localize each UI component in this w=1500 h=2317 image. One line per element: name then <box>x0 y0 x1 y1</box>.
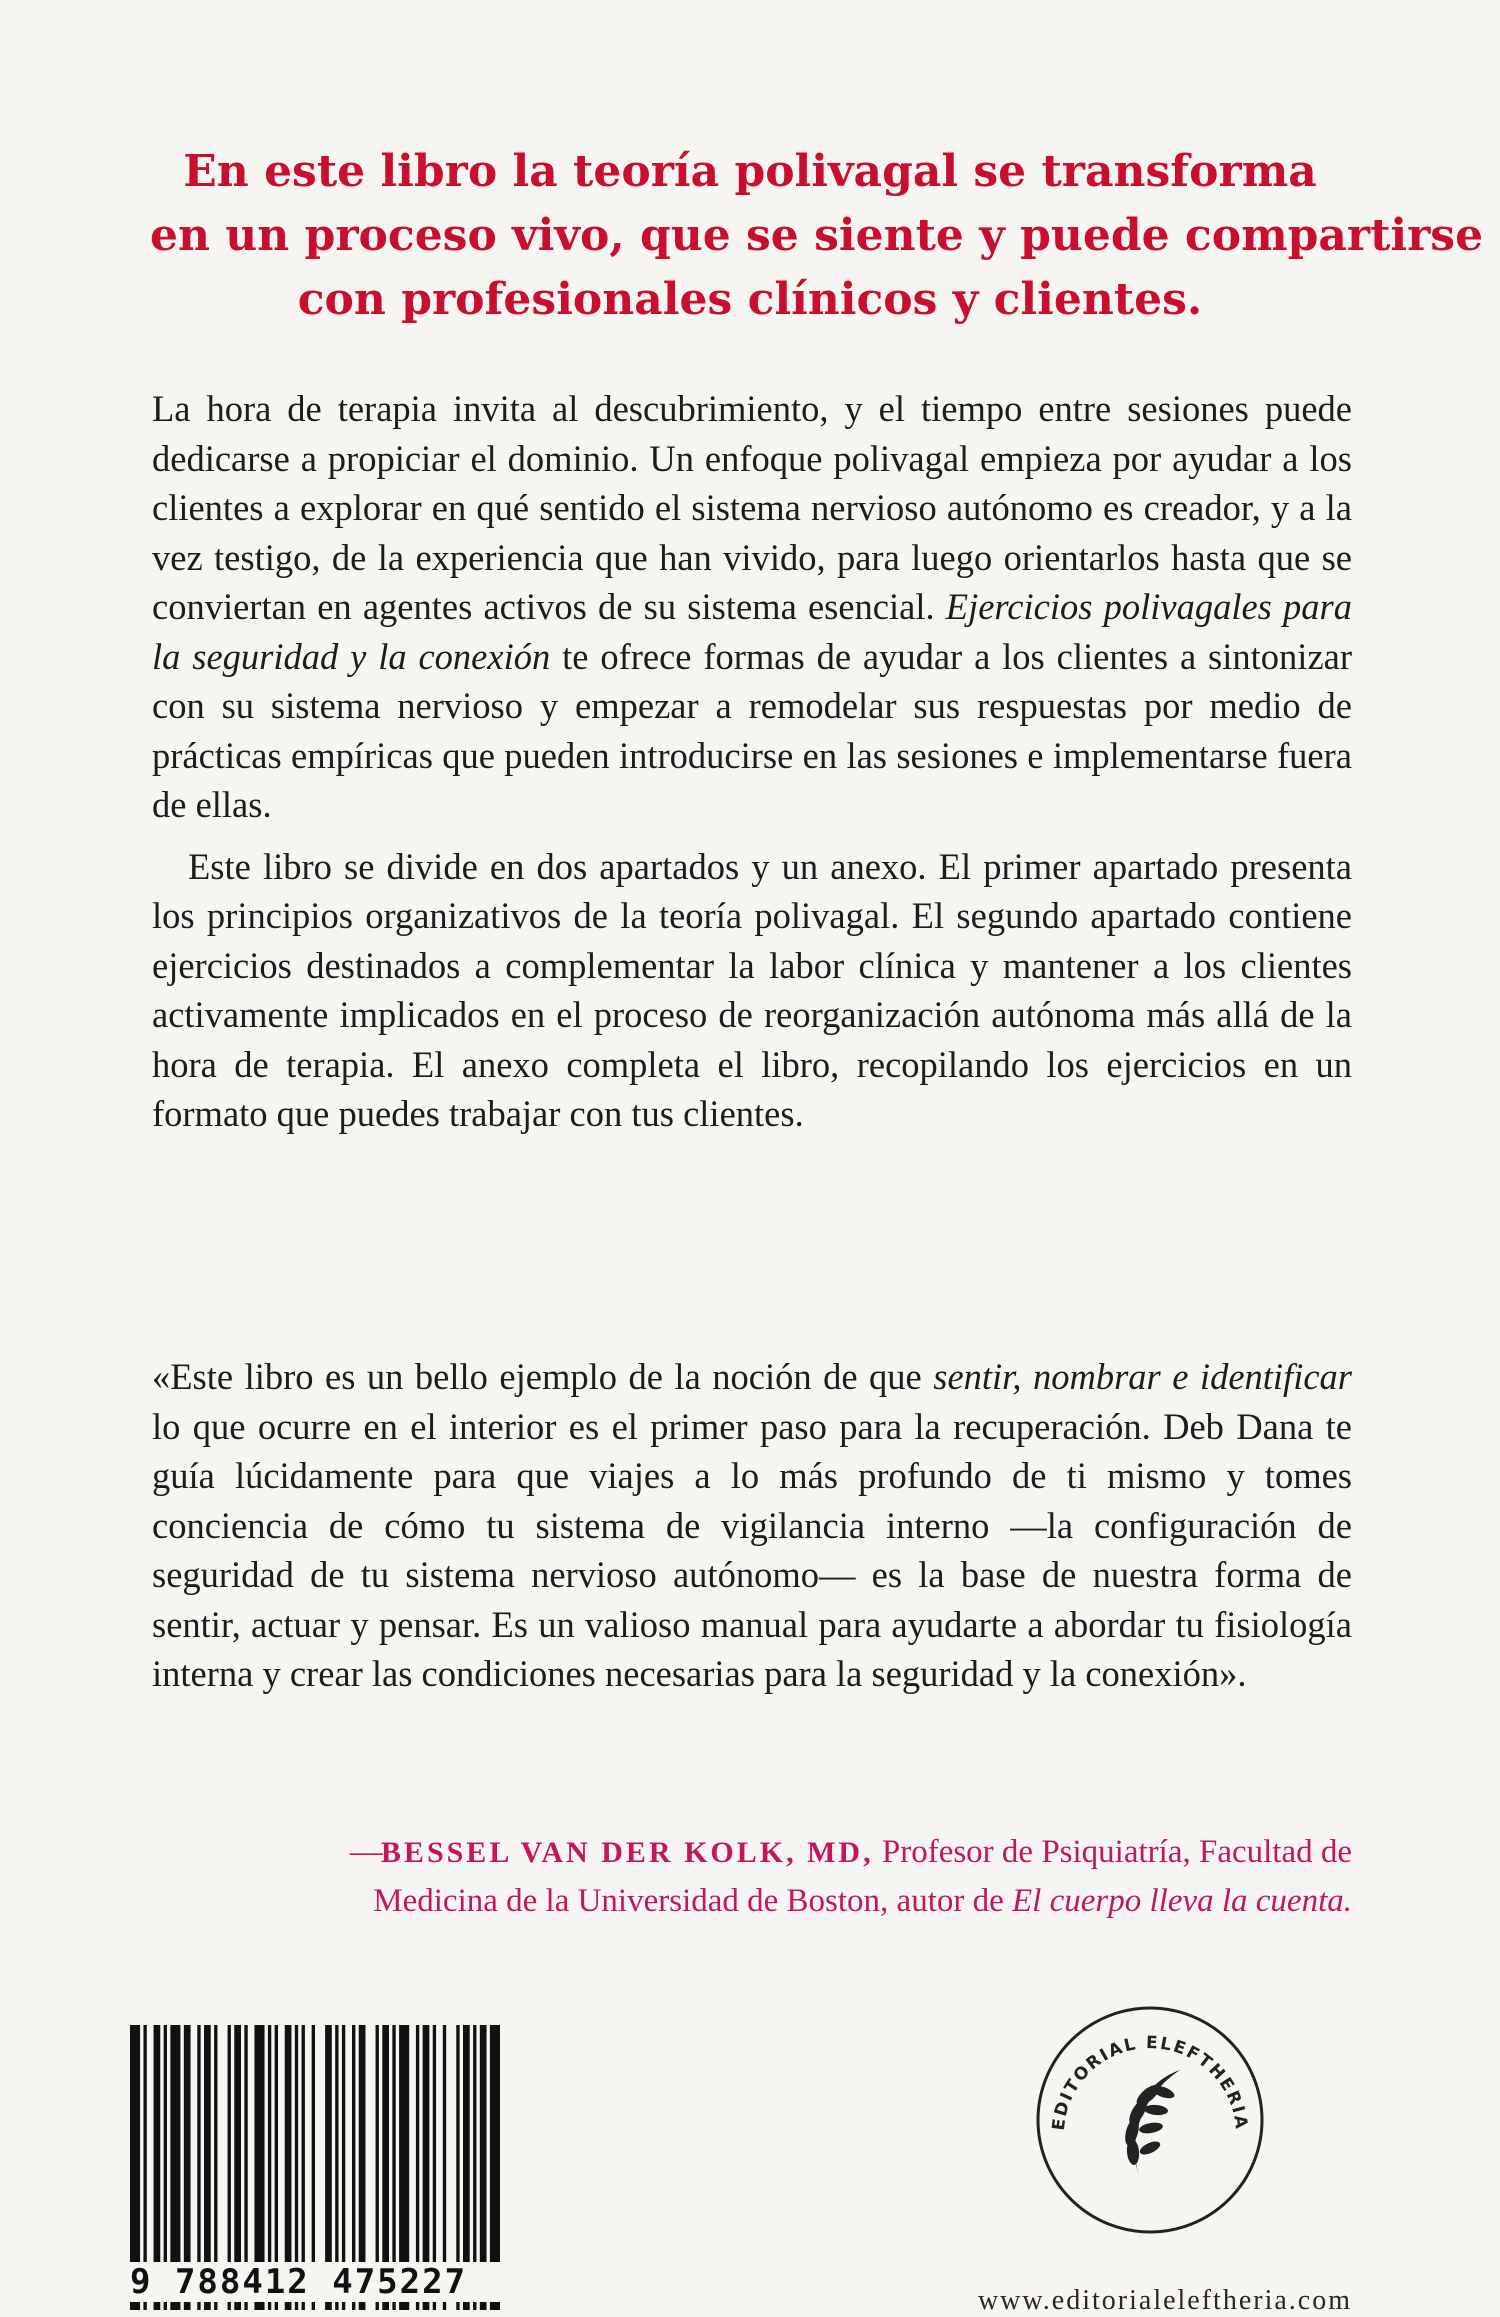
publisher-website: www.editorialeleftheria.com <box>977 2285 1352 2316</box>
headline-line: en un proceso vivo, que se siente y puede compartirse <box>150 210 1484 261</box>
headline-line: con profesionales clínicos y clientes. <box>297 274 1203 325</box>
description-paragraph-1: La hora de terapia invita al descubrimiento, y el tiempo entre sesiones puede dedicarse a propiciar el dominio. Un enfoque polivagal empieza por ayudar a los clientes a explorar en qué sentido el sistema nervioso autónomo es creador, y a la vez testigo, de la experiencia que han vivido, para luego orientarlos hasta que se conviertan en agentes activos de su sistema esencial. Ejercicios polivagales para la seguridad y la conexión te ofrece formas de ayudar a los clientes a sintonizar con su sistema nervioso y empezar a remodelar sus respuestas por medio de prácticas empíricas que pueden introducirse en las sesiones e implementarse fuera de ellas. <box>152 388 1353 825</box>
laurel-icon <box>1123 2070 1180 2178</box>
publisher-logo-text: EDITORIAL ELEFTHERIA <box>1048 2033 1252 2132</box>
headline-line: En este libro la teoría polivagal se transforma <box>183 146 1317 197</box>
quote-attribution: —BESSEL VAN DER KOLK, MD, Profesor de Psiquiatría, Facultad de Medicina de la Universidad de Boston, autor de El cuerpo lleva la cuenta. <box>349 1834 1352 1919</box>
quote-emphasis: sentir, nombrar e identificar <box>933 1356 1352 1397</box>
book-title: Ejercicios polivagales para la seguridad y la conexión <box>152 586 1353 677</box>
svg-text:EDITORIAL ELEFTHERIA <box>1049 2033 1251 2131</box>
quote-author: BESSEL VAN DER KOLK, MD, <box>380 1836 874 1869</box>
cited-book-title: El cuerpo lleva la cuenta. <box>1012 1883 1352 1919</box>
isbn-number: 9 788412 475227 <box>130 2262 500 2302</box>
book-description <box>152 384 1352 1139</box>
endorsement-quote: «Este libro es un bello ejemplo de la noción de que sentir, nombrar e identificar lo que ocurre en el interior es el primer paso para la recuperación. Deb Dana te guía lúcidamente para que viajes a lo más profundo de ti mismo y tomes conciencia de cómo tu sistema de vigilancia interno —la configuración de seguridad de tu sistema nervioso autónomo— es la base de nuestra forma de sentir, actuar y pensar. Es un valioso manual para ayudarte a abordar tu fisiología interna y crear las condiciones necesarias para la seguridad y la conexión». <box>152 1356 1352 1694</box>
description-paragraph-2: Este libro se divide en dos apartados y un anexo. El primer apartado presenta los principios organizativos de la teoría polivagal. El segundo apartado contiene ejercicios destinados a complementar la labor clínica y mantener a los clientes activamente implicados en el proceso de reorganización autónoma más allá de la hora de terapia. El anexo completa el libro, recopilando los ejercicios en un formato que puedes trabajar con tus clientes. <box>152 845 1352 1134</box>
publisher-logo <box>1030 2000 1270 2240</box>
headline <box>150 140 1484 332</box>
